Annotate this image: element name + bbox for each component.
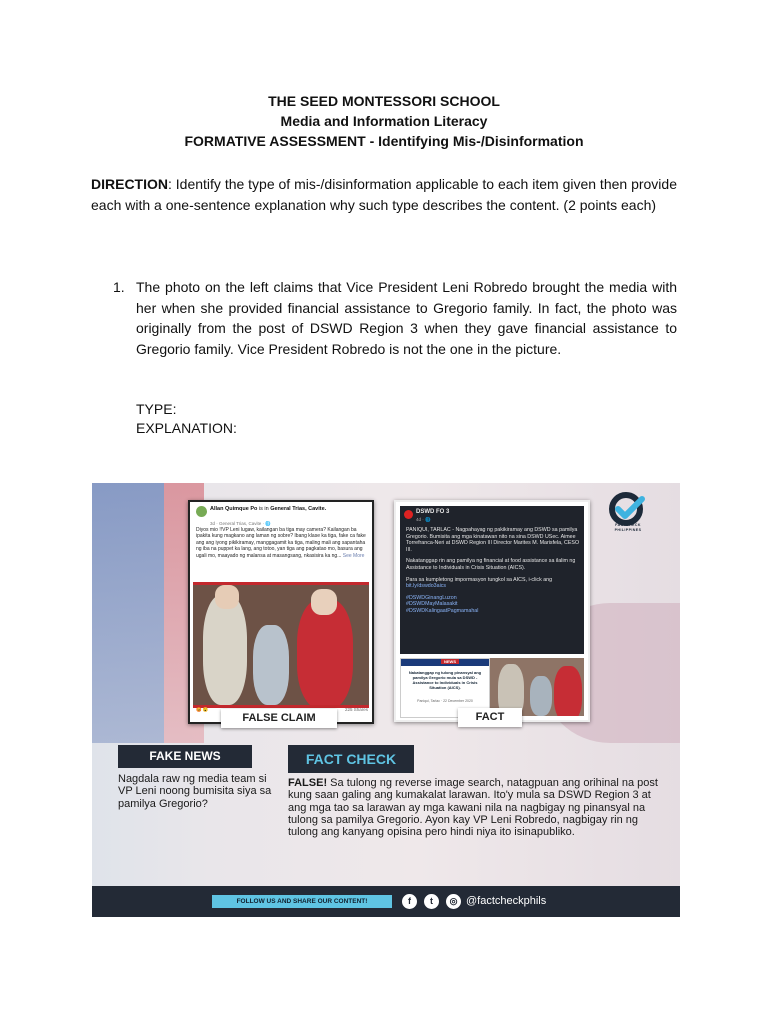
hashtag: #DSWDGinangLuzon — [406, 594, 457, 601]
photo-figure — [554, 666, 582, 716]
photo-figure — [530, 676, 552, 716]
post-author: Allan Quimque Po — [210, 506, 258, 512]
dswd-paragraph-3-text: Para sa kumpletong impormasyon tungkol sa AICS, i-click ang — [406, 576, 553, 583]
photo-figure — [311, 589, 337, 615]
photo-figure — [203, 595, 247, 705]
see-more-link: See More — [342, 552, 365, 559]
news-meta: Paniqui, Tarlac · 22 December 2020 — [417, 699, 473, 703]
direction-paragraph — [91, 174, 677, 215]
photo-figure — [253, 625, 289, 705]
flag-background — [92, 483, 164, 743]
type-label: TYPE: — [136, 401, 177, 417]
post-place-prefix: is in — [258, 506, 269, 512]
logo-caption: FACTCHECK PHILIPPINES — [614, 523, 642, 532]
school-name: THE SEED MONTESSORI SCHOOL — [268, 93, 500, 109]
fact-post — [394, 500, 590, 722]
news-badge: NEWS — [441, 659, 459, 664]
fact-check-image — [92, 483, 680, 917]
fake-news-tag: FAKE NEWS — [118, 745, 252, 768]
fact-check-lead: FALSE! — [288, 777, 328, 789]
share-count: 225 Shares — [344, 707, 368, 712]
avatar — [404, 510, 413, 519]
direction-label: DIRECTION — [91, 176, 168, 192]
news-bar — [401, 659, 489, 666]
social-handle: @factcheckphils — [466, 895, 547, 907]
photo-figure — [297, 599, 353, 708]
dswd-paragraph-2: Nakatanggap rin ang pamilya ng financial at food assistance sa ilalim ng Assistance to Individuals in Crisis Situation (AICS). — [406, 558, 576, 571]
post-author-line — [210, 506, 360, 513]
avatar — [196, 506, 207, 517]
image-footer — [92, 886, 680, 917]
hashtag: #DSWDKalingaatPagmamahal — [406, 607, 479, 614]
assessment-title: FORMATIVE ASSESSMENT - Identifying Mis-/Disinformation — [184, 133, 584, 149]
post-body — [196, 527, 366, 559]
false-claim-label: FALSE CLAIM — [221, 709, 337, 728]
item-number: 1. — [113, 279, 125, 295]
fact-check-tag: FACT CHECK — [288, 745, 414, 773]
dswd-paragraph-3 — [406, 577, 580, 590]
dswd-paragraph-1: PANIQUI, TARLAC - Nagpahayag ng pakikiramay ang DSWD sa pamilya Gregorio. Bumisita ang mga kinatawan nito na sina DSWD USec. Aimee Torrefranca-Neri at DSWD Region III Director Marites M. Marisfela, CESO III. — [406, 527, 580, 553]
dswd-aics-link: bit.ly/dswdo3aics — [406, 583, 447, 590]
dswd-post — [400, 506, 584, 654]
false-claim-post — [188, 500, 374, 724]
item-text: The photo on the left claims that Vice President Leni Robredo brought the media with her when she provided financial assistance to Gregorio family. In fact, the photo was originally from the post of DSWD Region 3 when they gave financial assistance to Gregorio family. Vice President Robredo is not the one in the picture. — [136, 279, 677, 357]
fact-check-text — [288, 777, 662, 838]
dswd-meta: 4d · 🌐 — [416, 517, 431, 522]
post-body-text: Diyos mio !!VP Leni lugaw, kailangan ba tiga may camera? Kailangan ba ipakita kung magkano ang laman ng sobre? Ibang klase ka tiga, fake ca fake ang ang iyong pikikiramay, manggagamit ka tiga, maling mali ang sapantaha ng iba na puppet ka lang, ang totoo, yan tiga ang pagkatao mo, basura ang ugali mo, maayado ng malansa at masangsang, nkasisira ka ng... — [196, 527, 366, 559]
fake-news-text: Nagdala raw ng media team si VP Leni noong bumisita siya sa pamilya Gregorio? — [118, 773, 272, 810]
dswd-body — [406, 527, 580, 615]
photo-figure — [215, 585, 239, 609]
explanation-label: EXPLANATION: — [136, 420, 237, 436]
dswd-name: DSWD FO 3 — [416, 509, 450, 515]
twitter-icon: t — [424, 894, 439, 909]
news-headline: Nakatanggap ng tulong pinansyal ang pamilya Gregorio mula sa DSWD - Assistance to Individuals in Crisis Situation (AICS). — [408, 670, 482, 690]
fact-label: FACT — [458, 708, 522, 727]
subject-title: Media and Information Literacy — [280, 113, 488, 129]
direction-text: : Identify the type of mis-/disinformation applicable to each item given then provide each with a one-sentence explanation why such type describes the content. (2 points each) — [91, 176, 677, 213]
post-meta: 3d · General Trias, Cavite · 🌐 — [210, 521, 271, 526]
post-footer: 😡 😮 225 Shares — [196, 707, 368, 712]
post-place: General Trias, Cavite. — [270, 506, 327, 512]
post-photo — [193, 582, 369, 708]
facebook-icon: f — [402, 894, 417, 909]
hashtag: #DSWDMayMalasakit — [406, 601, 458, 608]
follow-banner: FOLLOW US AND SHARE OUR CONTENT! — [212, 895, 392, 908]
instagram-icon: ◎ — [446, 894, 461, 909]
dswd-hashtags — [406, 595, 580, 615]
fact-check-body: Sa tulong ng reverse image search, natagpuan ang orihinal na post kung saan galing ang kumakalat larawan. Ito'y mula sa DSWD Region 3 at ang mga tao sa larawan ay mga kawani nila na nagbigay ng pinansyal na tulong sa pamilya Gregorio. Ayon kay VP Leni Robredo, nagbigay rin ng tulong ang kanyang opisina pero hindi niya ito isinapubliko. — [288, 777, 658, 839]
